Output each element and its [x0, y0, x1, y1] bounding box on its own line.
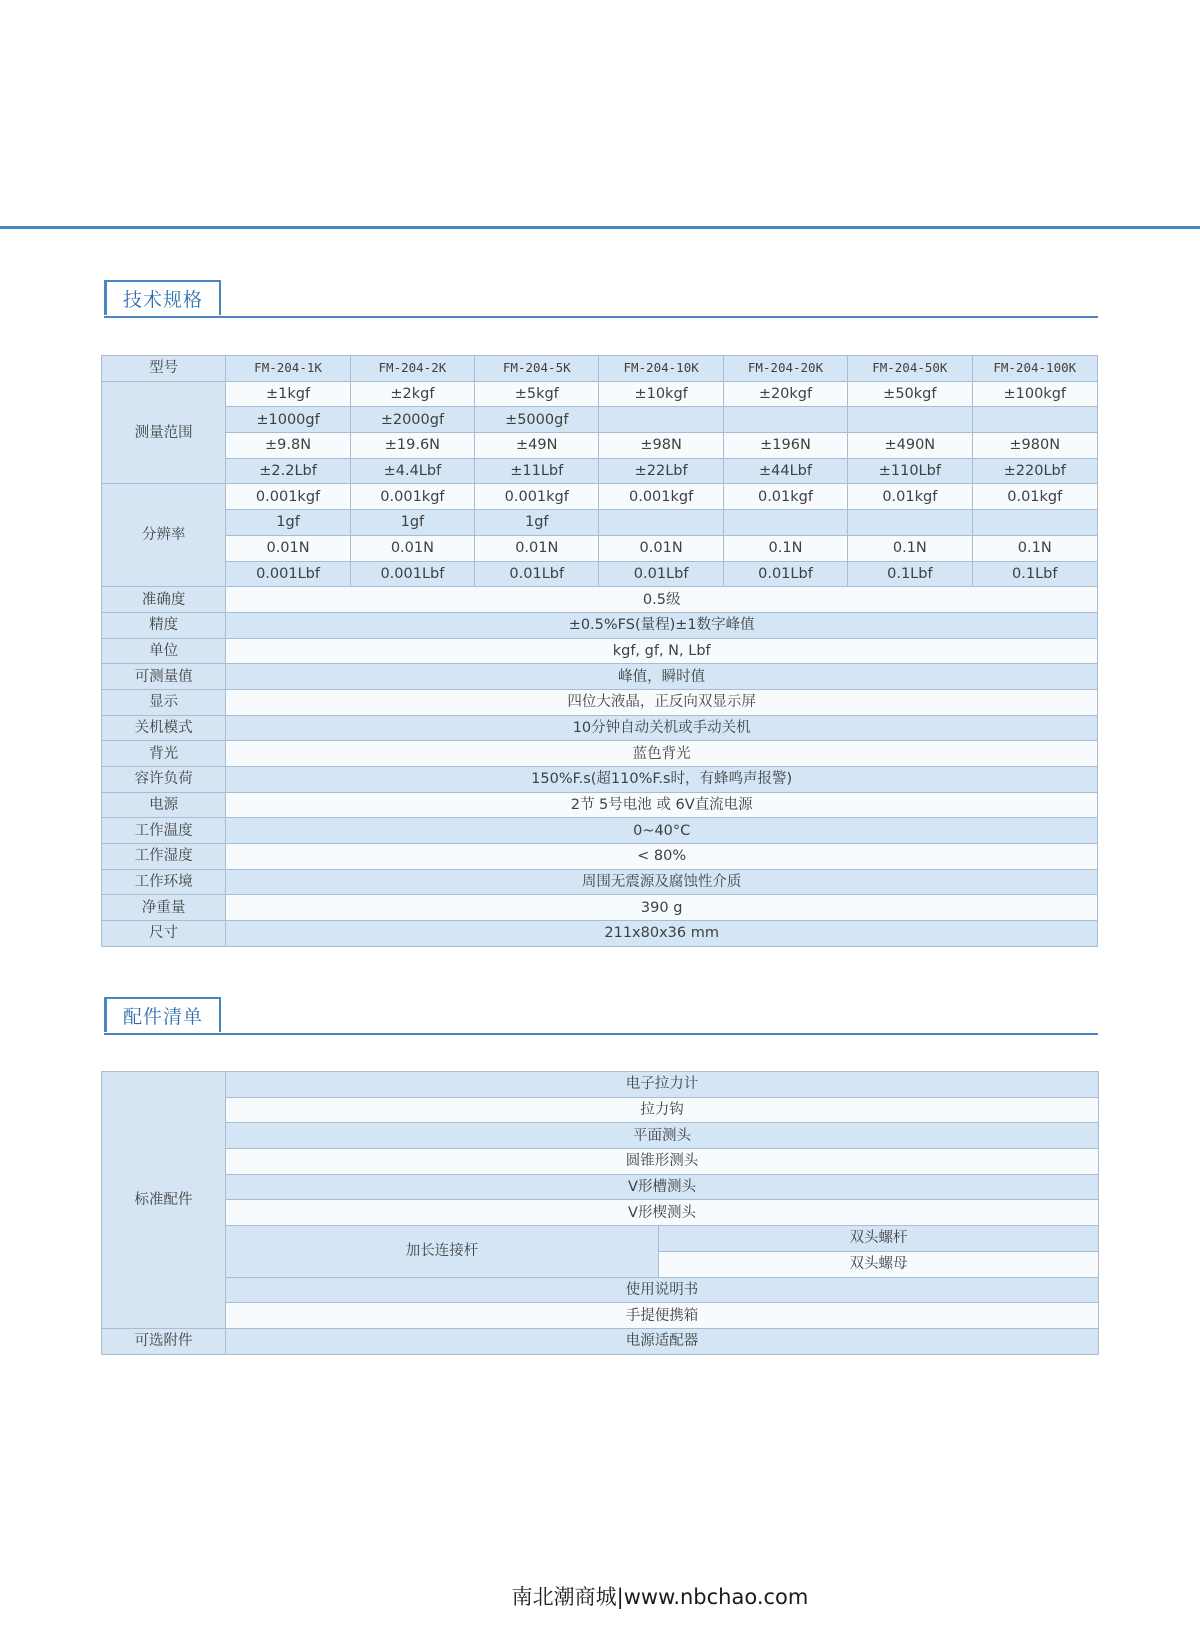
spec-cell — [599, 407, 723, 433]
spec-cell: 1gf — [226, 510, 350, 536]
spec-cell: 0.01kgf — [723, 484, 847, 510]
spec-row — [102, 510, 1098, 536]
accessory-item: 使用说明书 — [226, 1277, 1099, 1303]
spec-label: 精度 — [102, 612, 226, 638]
spec-value: 2节 5号电池 或 6V直流电源 — [226, 792, 1098, 818]
specs-header-line — [104, 316, 1098, 318]
accessory-row — [102, 1277, 1099, 1303]
spec-row — [102, 921, 1098, 947]
spec-cell: 0.001kgf — [226, 484, 350, 510]
spec-cell: 1gf — [475, 510, 599, 536]
spec-row — [102, 458, 1098, 484]
spec-cell — [723, 510, 847, 536]
spec-cell — [599, 510, 723, 536]
spec-cell: 0.01N — [599, 535, 723, 561]
accessories-section-title: 配件清单 — [104, 997, 221, 1032]
spec-cell: 0.01kgf — [848, 484, 972, 510]
spec-value: 峰值，瞬时值 — [226, 664, 1098, 690]
accessory-item: 电子拉力计 — [226, 1072, 1099, 1098]
spec-cell: ±2.2Lbf — [226, 458, 350, 484]
accessory-row — [102, 1303, 1099, 1329]
spec-cell: 0.1N — [848, 535, 972, 561]
spec-cell: ±1000gf — [226, 407, 350, 433]
extension-rod-label: 加长连接杆 — [226, 1226, 659, 1277]
spec-cell — [972, 510, 1097, 536]
accessory-row — [102, 1097, 1099, 1123]
accessories-section-header — [104, 997, 1098, 1035]
range-group — [102, 381, 1098, 484]
spec-label: 显示 — [102, 689, 226, 715]
spec-cell: 0.001Lbf — [350, 561, 474, 587]
spec-cell: ±2000gf — [350, 407, 474, 433]
spec-row — [102, 381, 1098, 407]
spec-cell: ±9.8N — [226, 433, 350, 459]
single-value-rows — [102, 587, 1098, 947]
spec-value: 周围无震源及腐蚀性介质 — [226, 869, 1098, 895]
spec-cell: 0.1N — [723, 535, 847, 561]
spec-cell: ±44Lbf — [723, 458, 847, 484]
model-row — [102, 356, 1098, 382]
spec-cell: 0.001kgf — [475, 484, 599, 510]
spec-cell: 0.1N — [972, 535, 1097, 561]
spec-cell: ±19.6N — [350, 433, 474, 459]
spec-value: ±0.5%FS(量程)±1数字峰值 — [226, 612, 1098, 638]
accessory-item: V形槽测头 — [226, 1174, 1099, 1200]
spec-label: 准确度 — [102, 587, 226, 613]
spec-cell: 0.01Lbf — [475, 561, 599, 587]
accessory-row — [102, 1328, 1099, 1354]
spec-row — [102, 535, 1098, 561]
accessory-item: V形楔测头 — [226, 1200, 1099, 1226]
accessory-item: 拉力钩 — [226, 1097, 1099, 1123]
spec-row — [102, 689, 1098, 715]
spec-value: 0.5级 — [226, 587, 1098, 613]
spec-cell: 0.1Lbf — [972, 561, 1097, 587]
spec-value: kgf, gf, N, Lbf — [226, 638, 1098, 664]
model-cell: FM-204-100K — [972, 356, 1097, 382]
group-label: 分辨率 — [102, 484, 226, 587]
spec-cell: ±49N — [475, 433, 599, 459]
spec-cell: ±980N — [972, 433, 1097, 459]
spec-cell: 0.01kgf — [972, 484, 1097, 510]
spec-row — [102, 818, 1098, 844]
spec-cell: 0.01Lbf — [723, 561, 847, 587]
model-cell: FM-204-2K — [350, 356, 474, 382]
spec-cell: 0.001kgf — [350, 484, 474, 510]
spec-row — [102, 612, 1098, 638]
spec-row — [102, 561, 1098, 587]
extension-item: 双头螺母 — [659, 1251, 1099, 1277]
accessory-row — [102, 1226, 1099, 1252]
accessory-item: 手提便携箱 — [226, 1303, 1099, 1329]
spec-label: 工作湿度 — [102, 844, 226, 870]
accessory-row — [102, 1174, 1099, 1200]
specs-table — [101, 355, 1098, 947]
spec-cell: ±100kgf — [972, 381, 1097, 407]
spec-cell: ±5000gf — [475, 407, 599, 433]
spec-cell: ±196N — [723, 433, 847, 459]
spec-value: 四位大液晶，正反向双显示屏 — [226, 689, 1098, 715]
accessory-row — [102, 1072, 1099, 1098]
spec-row — [102, 895, 1098, 921]
specs-section-title: 技术规格 — [104, 280, 221, 315]
spec-cell: 1gf — [350, 510, 474, 536]
top-divider — [0, 226, 1200, 229]
resolution-group — [102, 484, 1098, 587]
standard-accessories-label: 标准配件 — [102, 1072, 226, 1329]
spec-cell: 0.01N — [350, 535, 474, 561]
spec-cell — [848, 407, 972, 433]
spec-value: 0~40°C — [226, 818, 1098, 844]
spec-row — [102, 433, 1098, 459]
spec-cell — [972, 407, 1097, 433]
accessory-row — [102, 1149, 1099, 1175]
model-cell: FM-204-5K — [475, 356, 599, 382]
spec-label: 关机模式 — [102, 715, 226, 741]
model-cell: FM-204-50K — [848, 356, 972, 382]
footer-text: 南北潮商城|www.nbchao.com — [511, 1585, 809, 1609]
spec-row — [102, 638, 1098, 664]
spec-label: 背光 — [102, 741, 226, 767]
spec-label: 可测量值 — [102, 664, 226, 690]
spec-row — [102, 484, 1098, 510]
accessories-header-line — [104, 1033, 1098, 1035]
spec-value: 211x80x36 mm — [226, 921, 1098, 947]
spec-row — [102, 767, 1098, 793]
spec-cell: 0.01N — [226, 535, 350, 561]
accessory-row — [102, 1123, 1099, 1149]
spec-cell: ±50kgf — [848, 381, 972, 407]
spec-label: 电源 — [102, 792, 226, 818]
spec-label: 工作温度 — [102, 818, 226, 844]
specs-section-header — [104, 280, 1098, 318]
optional-accessories-label: 可选附件 — [102, 1328, 226, 1354]
spec-cell: 0.001Lbf — [226, 561, 350, 587]
extension-item: 双头螺杆 — [659, 1226, 1099, 1252]
model-cell: FM-204-20K — [723, 356, 847, 382]
group-label: 测量范围 — [102, 381, 226, 484]
spec-cell: ±2kgf — [350, 381, 474, 407]
spec-cell: ±11Lbf — [475, 458, 599, 484]
spec-label: 净重量 — [102, 895, 226, 921]
spec-cell: 0.01N — [475, 535, 599, 561]
spec-row — [102, 844, 1098, 870]
spec-cell: ±98N — [599, 433, 723, 459]
spec-cell: ±5kgf — [475, 381, 599, 407]
accessory-item: 圆锥形测头 — [226, 1149, 1099, 1175]
model-cell: FM-204-1K — [226, 356, 350, 382]
accessory-item: 平面测头 — [226, 1123, 1099, 1149]
spec-cell — [723, 407, 847, 433]
spec-row — [102, 869, 1098, 895]
spec-cell: ±4.4Lbf — [350, 458, 474, 484]
spec-value: 10分钟自动关机或手动关机 — [226, 715, 1098, 741]
accessories-table — [101, 1071, 1099, 1355]
spec-row — [102, 407, 1098, 433]
model-cell: FM-204-10K — [599, 356, 723, 382]
spec-cell: ±490N — [848, 433, 972, 459]
spec-cell: 0.01Lbf — [599, 561, 723, 587]
spec-cell: ±1kgf — [226, 381, 350, 407]
spec-cell: ±20kgf — [723, 381, 847, 407]
spec-cell: ±110Lbf — [848, 458, 972, 484]
accessory-row — [102, 1200, 1099, 1226]
spec-cell — [848, 510, 972, 536]
spec-value: 150%F.s(超110%F.s时，有蜂鸣声报警) — [226, 767, 1098, 793]
spec-label: 工作环境 — [102, 869, 226, 895]
spec-label: 尺寸 — [102, 921, 226, 947]
spec-row — [102, 792, 1098, 818]
spec-row — [102, 715, 1098, 741]
spec-cell: ±220Lbf — [972, 458, 1097, 484]
spec-row — [102, 587, 1098, 613]
spec-cell: ±22Lbf — [599, 458, 723, 484]
spec-label: 单位 — [102, 638, 226, 664]
spec-value: 390 g — [226, 895, 1098, 921]
spec-cell: 0.001kgf — [599, 484, 723, 510]
spec-cell: ±10kgf — [599, 381, 723, 407]
optional-accessory-item: 电源适配器 — [226, 1328, 1099, 1354]
spec-row — [102, 664, 1098, 690]
spec-label: 容许负荷 — [102, 767, 226, 793]
spec-cell: 0.1Lbf — [848, 561, 972, 587]
model-label: 型号 — [102, 356, 226, 382]
spec-row — [102, 741, 1098, 767]
spec-value: 蓝色背光 — [226, 741, 1098, 767]
spec-value: < 80% — [226, 844, 1098, 870]
